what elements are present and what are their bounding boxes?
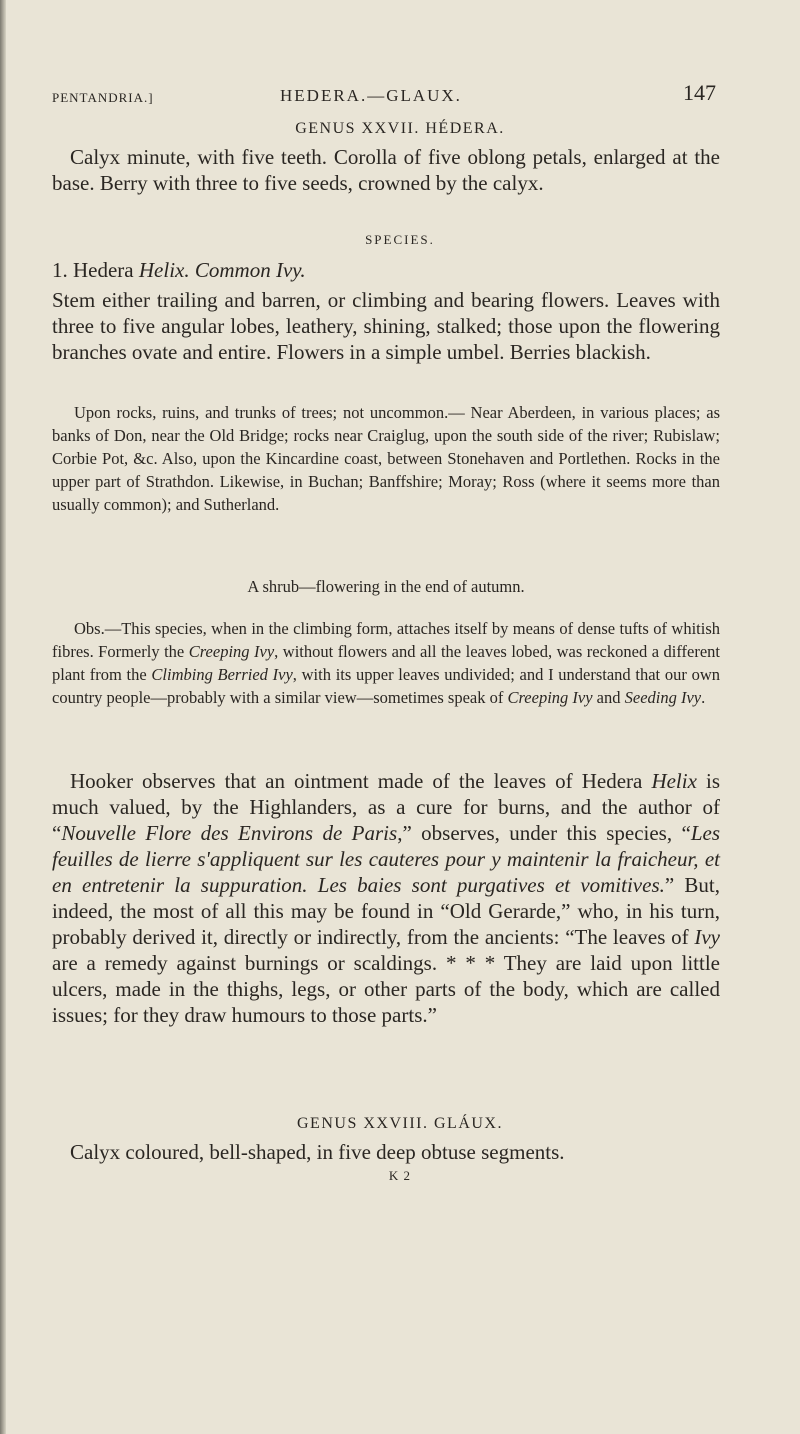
habitat-text: Upon rocks, ruins, and trunks of trees; not uncommon.— Near Aberdeen, in various places; as banks of Don, near the Old Bridge; rocks near Craiglug, upon the south side of the river; Rubislaw; Corbie Pot, &c. Also, upon the Kincardine coast, between Stonehaven and Portlethen. Rocks in the upper part of Strathdon. Likewise, in Buchan; Banffshire; Moray; Ross (where it seems more than usually common); and Sutherland. bbox=[52, 403, 720, 514]
running-header bbox=[52, 82, 716, 106]
habitat-paragraph bbox=[52, 401, 720, 516]
page-number: 147 bbox=[683, 80, 716, 105]
hooker-text-3: ,” observes, under this species, “ bbox=[397, 821, 691, 845]
header-left: PENTANDRIA.] bbox=[52, 90, 154, 105]
signature-mark: K 2 bbox=[388, 1168, 412, 1183]
genus-heading-glaux: GENUS XXVIII. GLÁUX. bbox=[297, 1115, 503, 1132]
hooker-italic-1: Helix bbox=[651, 769, 697, 793]
hooker-italic-3: Les feuilles de lierre s'appliquent sur les cauteres pour y maintenir la fraicheur, et en entretenir la suppuration. Les baies sont purgatives et vomitives. bbox=[52, 821, 721, 897]
obs-text-3: , with its upper leaves undivided; and I understand that our own country people—probably with a similar view—sometimes speak of bbox=[52, 665, 720, 707]
genus-description-glaux bbox=[52, 1139, 720, 1165]
species-description bbox=[52, 287, 720, 365]
hooker-text bbox=[52, 768, 720, 1028]
species-description-text: Stem either trailing and barren, or climbing and bearing flowers. Leaves with three to five angular lobes, leathery, shining, stalked; those upon the flowering branches ovate and entire. Flowers in a simple umbel. Berries blackish. bbox=[52, 288, 720, 364]
observation-paragraph bbox=[52, 617, 720, 709]
hooker-italic-4: Ivy bbox=[694, 925, 720, 949]
obs-text-1: Obs.—This species, when in the climbing form, attaches itself by means of dense tufts of whitish fibres. Formerly the bbox=[52, 619, 720, 661]
species-title bbox=[52, 257, 720, 283]
genus-description-text: Calyx minute, with five teeth. Corolla of five oblong petals, enlarged at the base. Berry with three to five seeds, crowned by the calyx. bbox=[52, 145, 720, 195]
observation-text bbox=[52, 617, 720, 709]
obs-italic-2: Climbing Berried Ivy bbox=[151, 665, 293, 684]
obs-text-5: . bbox=[701, 688, 706, 707]
obs-text-4: and bbox=[592, 688, 625, 707]
hooker-italic-2: Nouvelle Flore des Environs de Paris bbox=[61, 821, 398, 845]
hooker-text-1: Hooker observes that an ointment made of the leaves of Hedera bbox=[70, 769, 652, 793]
obs-italic-1: Creeping Ivy bbox=[188, 642, 275, 661]
header-title: HEDERA.—GLAUX. bbox=[280, 86, 462, 105]
genus-heading-hedera: GENUS XXVII. HÉDERA. bbox=[295, 120, 505, 137]
hooker-text-5: are a remedy against burnings or scaldings. * * * They are laid upon little ulcers, made in the thighs, legs, or other parts of the body, which are called issues; for they draw humours to those parts.” bbox=[52, 951, 720, 1027]
species-heading bbox=[52, 257, 720, 283]
species-label: SPECIES. bbox=[365, 232, 435, 247]
flowering-paragraph bbox=[52, 577, 720, 597]
species-number: 1. Hedera bbox=[52, 258, 139, 282]
hooker-text-4: ” But, indeed, the most of all this may be found in “Old Gerarde,” who, in his turn, probably derived it, directly or indirectly, from the ancients: “The leaves of bbox=[52, 873, 720, 949]
obs-italic-3: Creeping Ivy bbox=[507, 688, 593, 707]
hooker-paragraph bbox=[52, 768, 720, 1028]
page-edge-shadow bbox=[0, 0, 6, 1434]
species-latin-name: Helix. bbox=[138, 258, 190, 282]
flowering-text: A shrub—flowering in the end of autumn. bbox=[247, 577, 525, 596]
species-common-name: Common Ivy. bbox=[194, 258, 306, 282]
obs-text-2: , without flowers and all the leaves lobed, was reckoned a different plant from the bbox=[52, 642, 721, 684]
glaux-description-text: Calyx coloured, bell-shaped, in five deep obtuse segments. bbox=[70, 1140, 565, 1164]
obs-italic-4: Seeding Ivy bbox=[624, 688, 702, 707]
genus-description-hedera bbox=[52, 144, 720, 196]
hooker-text-2: is much valued, by the Highlanders, as a cure for burns, and the author of “ bbox=[52, 769, 721, 845]
